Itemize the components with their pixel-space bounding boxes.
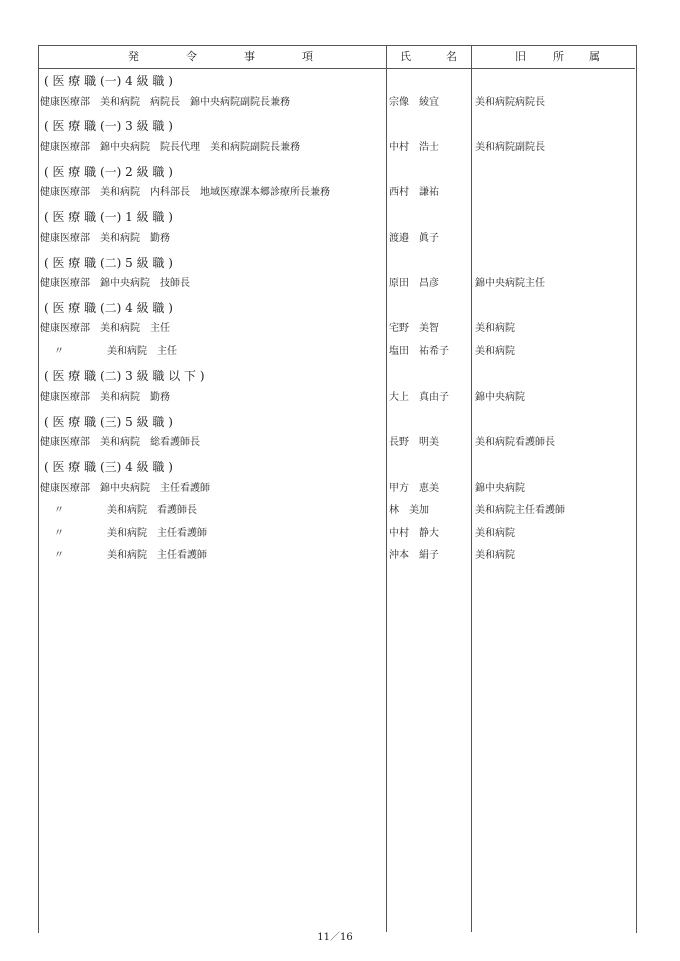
column-divider-1 [386,45,387,932]
former-position: 美和病院副院長 [475,142,545,153]
order-text: 健康医療部 美和病院 勤務 [40,233,170,244]
grade-heading: ( 医 療 職 (一) 4 級 職 ) [44,74,173,88]
header-col1: 発 令 事 項 [128,50,313,63]
person-name: 西村 謙祐 [389,187,439,198]
former-position: 美和病院 [475,528,515,539]
order-text: 美和病院 主任 [107,346,177,357]
former-position: 美和病院 [475,323,515,334]
grade-heading: ( 医 療 職 (二) 4 級 職 ) [44,301,173,315]
column-divider-2 [471,45,472,932]
order-text: 健康医療部 美和病院 主任 [40,323,170,334]
ditto-mark: 〃 [54,505,64,516]
header-divider [38,68,635,69]
grade-heading: ( 医 療 職 (一) 2 級 職 ) [44,165,173,179]
order-text: 美和病院 看護師長 [107,505,197,516]
former-position: 美和病院 [475,550,515,561]
person-name: 大上 真由子 [389,392,449,403]
order-text: 健康医療部 美和病院 内科部長 地域医療課本郷診療所長兼務 [40,187,330,198]
person-name: 甲方 恵美 [389,483,439,494]
order-text: 健康医療部 美和病院 病院長 錦中央病院副院長兼務 [40,97,290,108]
ditto-mark: 〃 [54,528,64,539]
grade-heading: ( 医 療 職 (二) 5 級 職 ) [44,256,173,270]
former-position: 美和病院病院長 [475,97,545,108]
grade-heading: ( 医 療 職 (一) 1 級 職 ) [44,210,173,224]
former-position: 錦中央病院 [475,483,525,494]
order-text: 健康医療部 錦中央病院 院長代理 美和病院副院長兼務 [40,142,300,153]
grade-heading: ( 医 療 職 (三) 4 級 職 ) [44,460,173,474]
grade-heading: ( 医 療 職 (二) 3 級 職 以 下 ) [44,369,205,383]
order-text: 美和病院 主任看護師 [107,528,207,539]
former-position: 美和病院主任看護師 [475,505,565,516]
ditto-mark: 〃 [54,346,64,357]
person-name: 中村 浩士 [389,142,439,153]
person-name: 中村 静大 [389,528,439,539]
grade-heading: ( 医 療 職 (三) 5 級 職 ) [44,415,173,429]
person-name: 長野 明美 [389,437,439,448]
ditto-mark: 〃 [54,550,64,561]
person-name: 沖本 絹子 [389,550,439,561]
person-name: 宗像 綾宜 [389,97,439,108]
order-text: 健康医療部 美和病院 勤務 [40,392,170,403]
former-position: 錦中央病院主任 [475,278,545,289]
header-col2: 氏 名 [400,50,457,63]
order-text: 健康医療部 美和病院 総看護師長 [40,437,200,448]
order-text: 健康医療部 錦中央病院 技師長 [40,278,190,289]
grade-heading: ( 医 療 職 (一) 3 級 職 ) [44,119,173,133]
former-position: 美和病院 [475,346,515,357]
order-text: 健康医療部 錦中央病院 主任看護師 [40,483,210,494]
person-name: 塩田 祐希子 [389,346,449,357]
order-text: 美和病院 主任看護師 [107,550,207,561]
person-name: 渡邉 眞子 [389,233,439,244]
header-col3: 旧 所 属 [515,50,600,63]
person-name: 宅野 美智 [389,323,439,334]
person-name: 原田 昌彦 [389,278,439,289]
former-position: 錦中央病院 [475,392,525,403]
page-number: 11／16 [317,932,353,943]
person-name: 林 美加 [389,505,429,516]
former-position: 美和病院看護師長 [475,437,555,448]
